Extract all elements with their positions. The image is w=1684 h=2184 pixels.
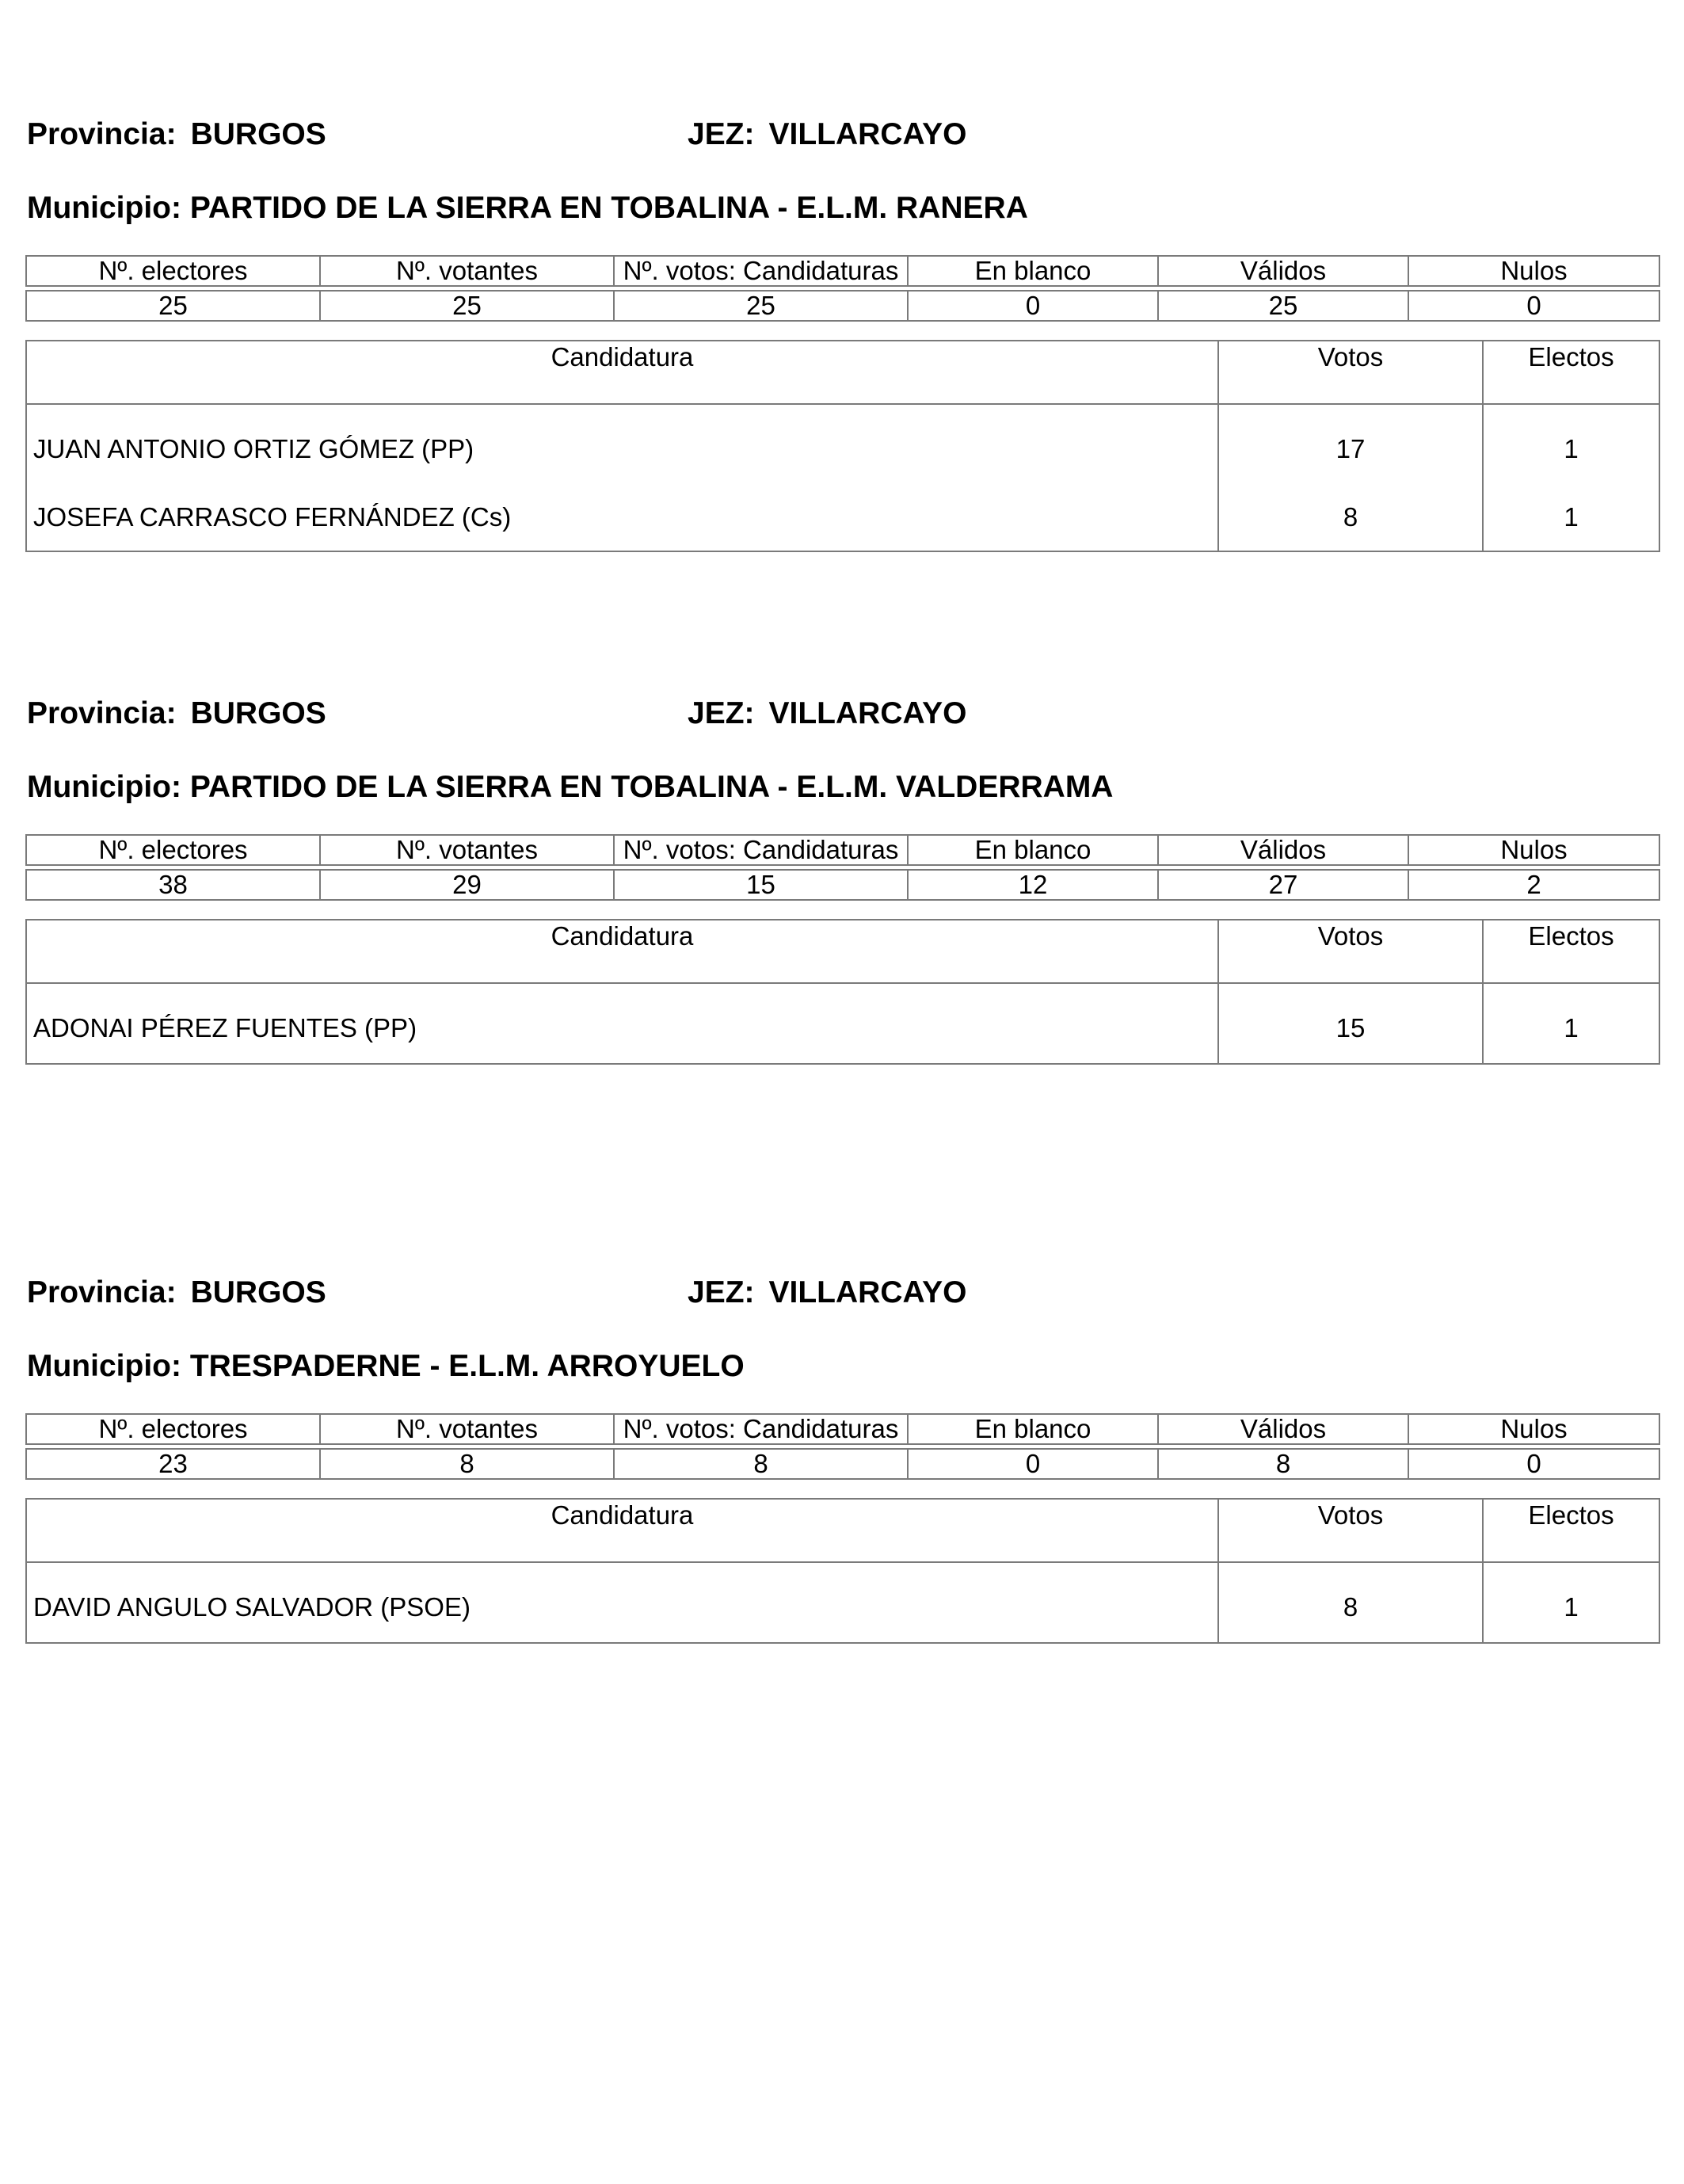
provincia-label: Provincia:: [27, 117, 177, 151]
candidatura-header: Candidatura: [26, 341, 1218, 404]
municipio-label: Municipio:: [27, 1349, 181, 1383]
stats-value-cell: 2: [1408, 870, 1659, 900]
candidate-votos: 8: [1218, 1562, 1483, 1643]
jez-value: VILLARCAYO: [768, 1275, 967, 1309]
candidate-votos: 15: [1218, 983, 1483, 1064]
stats-header-cell: Nº. votos: Candidaturas: [614, 256, 908, 286]
jez-heading: [688, 696, 966, 732]
electos-header: Electos: [1483, 920, 1659, 983]
candidate-row: [26, 484, 1659, 551]
provincia-label: Provincia:: [27, 1275, 177, 1309]
stats-value-cell: 8: [1158, 1449, 1408, 1479]
candidate-name: ADONAI PÉREZ FUENTES (PP): [26, 983, 1218, 1064]
candidates-table: [25, 340, 1660, 552]
candidate-row: [26, 404, 1659, 484]
electos-header: Electos: [1483, 1499, 1659, 1562]
stats-value-cell: 12: [908, 870, 1158, 900]
jez-heading: [688, 1275, 966, 1311]
municipio-heading: [27, 769, 1113, 806]
stats-header-cell: Válidos: [1158, 835, 1408, 865]
stats-header-cell: Nº. votos: Candidaturas: [614, 835, 908, 865]
provincia-heading: [27, 116, 326, 153]
votos-header: Votos: [1218, 920, 1483, 983]
provincia-heading: [27, 1275, 326, 1311]
municipio-label: Municipio:: [27, 770, 181, 804]
stats-value-cell: 23: [26, 1449, 320, 1479]
stats-value-cell: 25: [1158, 291, 1408, 321]
jez-value: VILLARCAYO: [768, 696, 967, 730]
stats-header-cell: Nº. votos: Candidaturas: [614, 1414, 908, 1444]
candidate-name: JOSEFA CARRASCO FERNÁNDEZ (Cs): [26, 484, 1218, 551]
candidate-electos: 1: [1483, 484, 1659, 551]
stats-header-cell: Nulos: [1408, 1414, 1659, 1444]
stats-header-row: [26, 1414, 1659, 1444]
stats-header-cell: Nº. votantes: [320, 1414, 614, 1444]
stats-value-cell: 0: [908, 1449, 1158, 1479]
stats-value-cell: 25: [26, 291, 320, 321]
stats-header-cell: Válidos: [1158, 256, 1408, 286]
stats-value-cell: 8: [614, 1449, 908, 1479]
candidates-header-row: [26, 341, 1659, 404]
stats-table: [25, 1413, 1660, 1480]
candidate-name: JUAN ANTONIO ORTIZ GÓMEZ (PP): [26, 404, 1218, 484]
candidate-electos: 1: [1483, 404, 1659, 484]
jez-label: JEZ:: [688, 1275, 755, 1309]
provincia-value: BURGOS: [190, 117, 326, 151]
candidatura-header: Candidatura: [26, 1499, 1218, 1562]
candidate-votos: 17: [1218, 404, 1483, 484]
stats-header-cell: Nº. electores: [26, 835, 320, 865]
municipio-value: PARTIDO DE LA SIERRA EN TOBALINA - E.L.M. RANERA: [189, 191, 1028, 225]
stats-header-cell: Nº. electores: [26, 1414, 320, 1444]
provincia-label: Provincia:: [27, 696, 177, 730]
stats-value-cell: 27: [1158, 870, 1408, 900]
votos-header: Votos: [1218, 341, 1483, 404]
municipio-heading: [27, 190, 1028, 227]
stats-value-cell: 8: [320, 1449, 614, 1479]
stats-value-cell: 38: [26, 870, 320, 900]
provincia-heading: [27, 696, 326, 732]
stats-header-cell: En blanco: [908, 256, 1158, 286]
jez-label: JEZ:: [688, 696, 755, 730]
candidates-header-row: [26, 920, 1659, 983]
candidates-table: [25, 1498, 1660, 1644]
jez-heading: [688, 116, 966, 153]
stats-header-cell: Nº. votantes: [320, 835, 614, 865]
stats-table: [25, 834, 1660, 901]
jez-label: JEZ:: [688, 117, 755, 151]
stats-header-cell: Nulos: [1408, 256, 1659, 286]
stats-value-cell: 0: [1408, 291, 1659, 321]
stats-header-cell: Nº. electores: [26, 256, 320, 286]
stats-value-cell: 0: [908, 291, 1158, 321]
candidate-row: [26, 983, 1659, 1064]
stats-value-cell: 15: [614, 870, 908, 900]
stats-header-row: [26, 835, 1659, 865]
stats-header-row: [26, 256, 1659, 286]
stats-value-cell: 0: [1408, 1449, 1659, 1479]
candidate-name: DAVID ANGULO SALVADOR (PSOE): [26, 1562, 1218, 1643]
candidates-table: [25, 919, 1660, 1065]
candidate-electos: 1: [1483, 1562, 1659, 1643]
municipio-value: PARTIDO DE LA SIERRA EN TOBALINA - E.L.M. VALDERRAMA: [189, 770, 1114, 804]
stats-value-row: [26, 291, 1659, 321]
municipio-value: TRESPADERNE - E.L.M. ARROYUELO: [189, 1349, 745, 1383]
candidate-row: [26, 1562, 1659, 1643]
candidatura-header: Candidatura: [26, 920, 1218, 983]
stats-value-row: [26, 870, 1659, 900]
votos-header: Votos: [1218, 1499, 1483, 1562]
stats-header-cell: En blanco: [908, 835, 1158, 865]
municipio-label: Municipio:: [27, 191, 181, 225]
municipio-heading: [27, 1348, 745, 1385]
stats-value-cell: 29: [320, 870, 614, 900]
stats-header-cell: Válidos: [1158, 1414, 1408, 1444]
stats-value-cell: 25: [614, 291, 908, 321]
candidates-header-row: [26, 1499, 1659, 1562]
candidate-electos: 1: [1483, 983, 1659, 1064]
stats-table: [25, 255, 1660, 322]
stats-header-cell: Nulos: [1408, 835, 1659, 865]
stats-value-cell: 25: [320, 291, 614, 321]
stats-value-row: [26, 1449, 1659, 1479]
electos-header: Electos: [1483, 341, 1659, 404]
stats-header-cell: Nº. votantes: [320, 256, 614, 286]
jez-value: VILLARCAYO: [768, 117, 967, 151]
candidate-votos: 8: [1218, 484, 1483, 551]
provincia-value: BURGOS: [190, 696, 326, 730]
stats-header-cell: En blanco: [908, 1414, 1158, 1444]
provincia-value: BURGOS: [190, 1275, 326, 1309]
